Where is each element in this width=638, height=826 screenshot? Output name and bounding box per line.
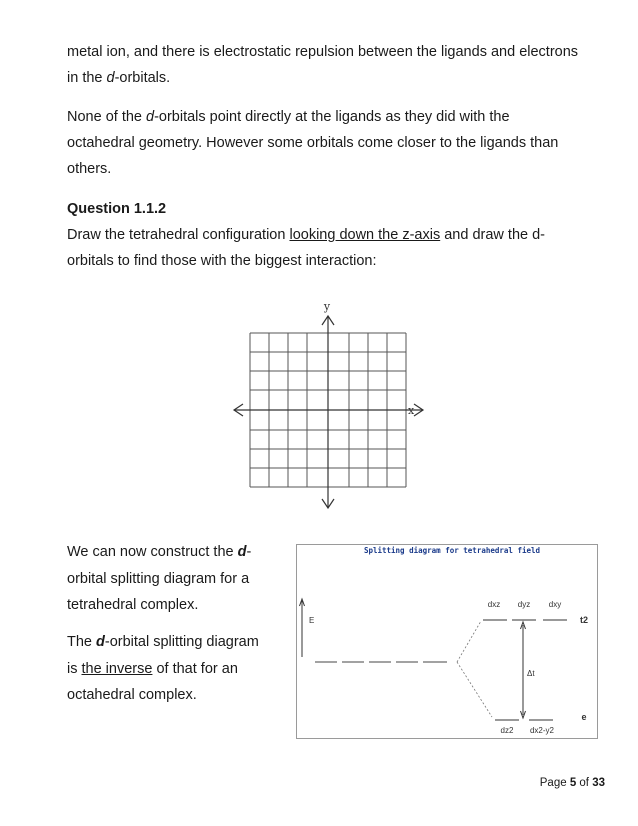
left-p1-line1-post: - bbox=[246, 544, 252, 560]
left-p1-line3: tetrahedral complex. bbox=[67, 597, 199, 613]
question-text bbox=[67, 222, 545, 274]
orbital-dxy: dxy bbox=[548, 600, 562, 609]
left-paragraph-construct bbox=[67, 539, 251, 619]
para2-line1-pre: None of the bbox=[67, 109, 146, 125]
left-p2-line1-post: -orbital splitting diagram bbox=[104, 634, 259, 650]
para1-line1: metal ion, and there is electrostatic repulsion between the ligands and electrons bbox=[67, 44, 579, 60]
para1-line2-italic: d bbox=[106, 70, 115, 86]
diagram-title: Splitting diagram for tetrahedral field bbox=[363, 546, 541, 555]
x-axis-label: x bbox=[408, 404, 415, 417]
left-p2-line1-pre: The bbox=[67, 634, 97, 650]
gap-label: Δt bbox=[527, 669, 535, 678]
grid-axes bbox=[234, 316, 423, 508]
para2-line1-post: -orbitals point directly at the ligands as they did with the bbox=[154, 109, 510, 125]
footer-total-pages: 33 bbox=[592, 777, 605, 789]
connector-lines bbox=[457, 621, 492, 717]
t2-label: t2 bbox=[579, 615, 589, 625]
orbital-dz2: dz2 bbox=[500, 726, 514, 735]
footer-page-number: 5 bbox=[569, 777, 577, 789]
left-p2-line2-post: of that for an bbox=[152, 660, 238, 677]
left-p2-underline: the inverse bbox=[81, 660, 153, 677]
splitting-diagram-svg bbox=[297, 545, 597, 738]
paragraph-electrostatic bbox=[67, 39, 578, 91]
e-label: e bbox=[581, 712, 587, 722]
paragraph-orbitals bbox=[67, 104, 558, 182]
left-paragraph-inverse bbox=[67, 629, 259, 709]
y-axis-label: y bbox=[323, 300, 331, 313]
para2-line3: others. bbox=[67, 161, 112, 177]
footer-prefix: Page bbox=[539, 777, 570, 789]
question-heading: Question 1.1.2 bbox=[67, 201, 167, 217]
splitting-diagram bbox=[296, 544, 598, 739]
energy-label: E bbox=[309, 616, 315, 625]
left-p2-bold-d: d bbox=[96, 634, 105, 650]
coordinate-grid-figure bbox=[228, 296, 428, 523]
coordinate-grid bbox=[228, 296, 428, 518]
question-line2: orbitals to find those with the biggest interaction: bbox=[67, 253, 377, 269]
page-footer bbox=[540, 777, 605, 789]
left-p2-line2-pre: is bbox=[67, 660, 82, 677]
question-line1-post: and draw the d- bbox=[440, 227, 545, 243]
question-line1-pre: Draw the tetrahedral configuration bbox=[67, 227, 290, 243]
para2-line1-italic: d bbox=[146, 109, 155, 125]
left-p1-bold-d: d bbox=[237, 544, 247, 560]
para2-line2: octahedral geometry. However some orbitals come closer to the ligands than bbox=[67, 135, 559, 151]
left-p2-line3: octahedral complex. bbox=[67, 687, 197, 703]
para1-line2-post: -orbitals. bbox=[114, 70, 171, 86]
question-line1-underline: looking down the z-axis bbox=[289, 227, 441, 243]
footer-of: of bbox=[576, 777, 593, 789]
left-p1-line1-pre: We can now construct the bbox=[67, 544, 238, 560]
left-p1-line2: orbital splitting diagram for a bbox=[67, 570, 250, 587]
orbital-dyz: dyz bbox=[517, 600, 531, 609]
para1-line2-pre: in the bbox=[67, 70, 107, 86]
orbital-dxz: dxz bbox=[487, 600, 501, 609]
orbital-dx2-y2: dx2-y2 bbox=[529, 726, 555, 735]
